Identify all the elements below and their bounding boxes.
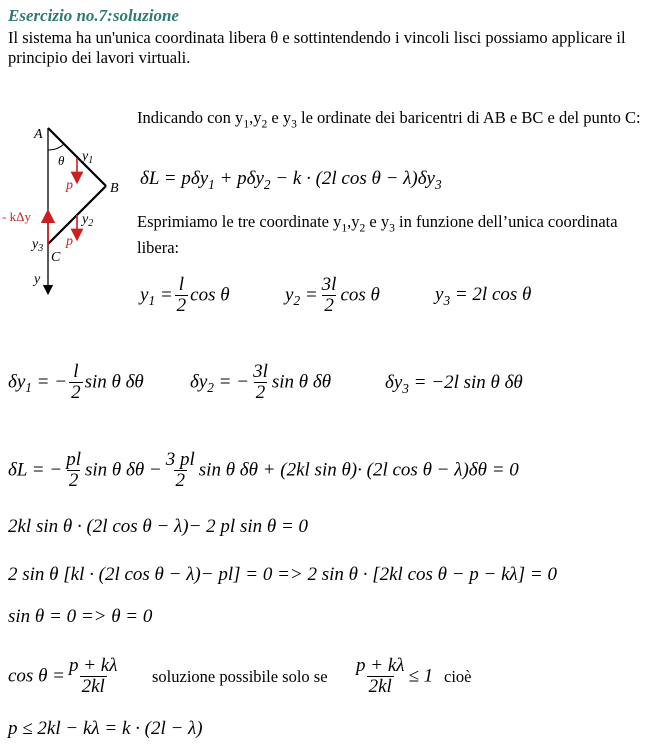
page-title: Esercizio no.7:soluzione [8,6,179,25]
svg-text:y1 [80,149,93,166]
mechanism-diagram [0,118,135,298]
paragraph-2: Esprimiamo le tre coordinate $y_1,y_2$ e $y_3$ in funzione dell’unica coordinata libera: [137,212,618,258]
equation-dy2: $\delta y_2$ = − $\frac{3l}{2}$ sin θ δθ [190,361,332,403]
equation-virtual-work: δL = pδy$_1$ + pδy$_2$ − k · (2l $\cos \theta - \lambda)\delta y_3$ [140,168,442,192]
condition-text: soluzione possibile solo se [152,667,328,686]
cioe-text: cioè [444,667,472,686]
equation-7: sin θ = 0 => θ = 0 [8,606,153,627]
equation-y3: $y_3 = 2l$ cos θ [435,284,532,308]
equation-y2: $y_2$ = $\frac{3l}{2}$ cos θ [285,274,380,316]
equation-condition: $\frac{p + k\lambda}{2kl}$ ≤ 1 [356,655,434,697]
equation-final: p ≤ 2kl − kλ = k · (2l − λ) [8,718,203,739]
equation-5: 2kl sin θ · (2l cos θ − λ)− 2 pl sin θ = 0 [8,516,309,537]
theta-arc [48,144,64,150]
label-c: C [51,250,61,265]
label-theta: θ [58,153,65,168]
label-y3-sub: 3 [38,243,44,254]
equation-dy3: $\delta y_3 = -2l$ sin θ δθ [385,372,523,396]
label-p2: p [66,234,73,249]
paragraph-1: Indicando con $y_1,y_2$ e $y_3$ le ordinate dei baricentri di AB e BC e del punto C: [137,108,641,131]
equation-6: 2 sin θ [kl · (2l cos θ − λ)− pl] = 0 => 2 sin θ · [2kl cos θ − p − kλ] = 0 [8,564,558,585]
label-y3: y [32,237,39,252]
equation-y1: $y_1$ = $\frac{l}{2}$ cos θ [140,274,230,316]
intro-text: Il sistema ha un'unica coordinata libera θ e sottintendendo i vincoli lisci possiamo applicare il principio dei lavori virtuali. [8,28,626,67]
label-y2: y [82,212,89,227]
label-axis-y: y [34,272,41,287]
svg-text:y3 [30,237,43,254]
equation-cos-solution: cos θ = $\frac{p + k\lambda}{2kl}$ [8,655,118,697]
svg-text:y2 [80,212,93,229]
label-y1-sub: 1 [88,155,94,166]
label-y1: y [82,149,89,164]
label-force: - kΔy [2,209,31,224]
label-p1: p [66,178,73,193]
label-a: A [34,127,43,142]
equation-dy1: $\delta y_1$ = − $\frac{l}{2}$ sin θ δθ [8,361,144,403]
label-b: B [110,181,119,196]
label-y2-sub: 2 [88,218,94,229]
equation-dl-expanded: δL = − $\frac{pl}{2}$ sin θ δθ − $\frac{3 pl}{2}$ sin θ δθ + (2kl sin θ)· (2l cos θ − λ)δθ = 0 [8,449,519,491]
